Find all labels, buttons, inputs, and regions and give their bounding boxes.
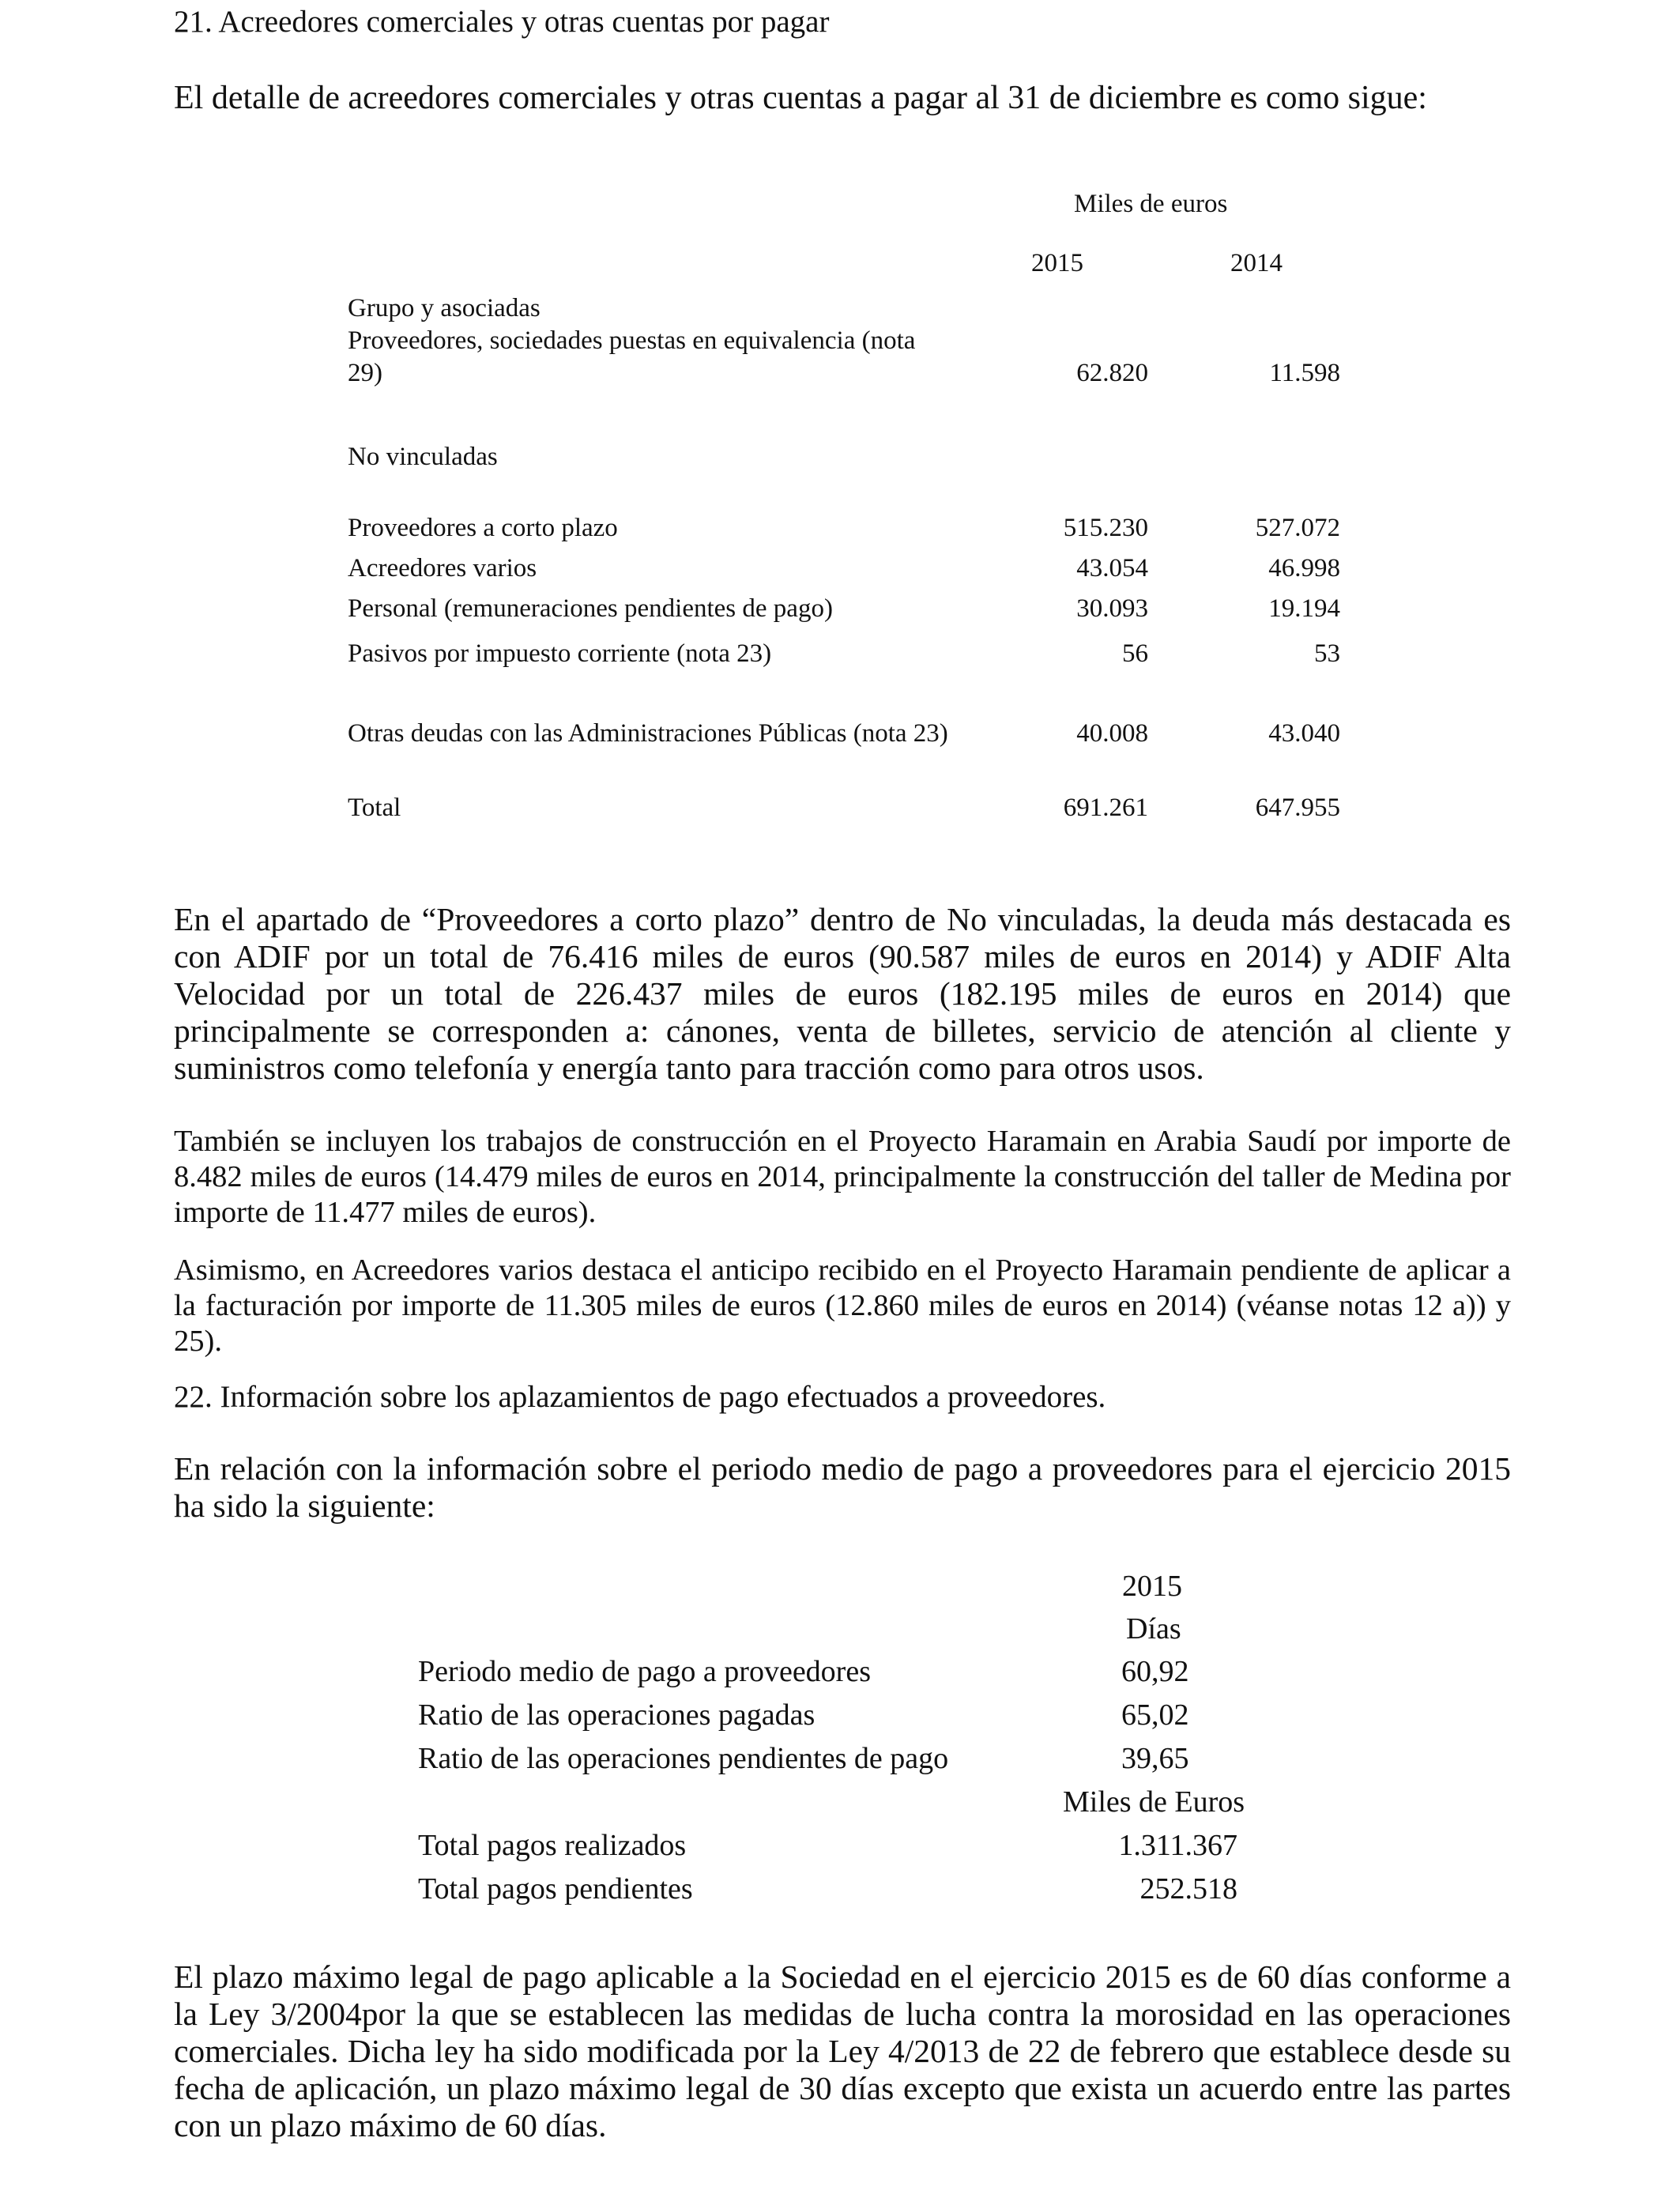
paragraph-haramain-construction: También se incluyen los trabajos de construcción en el Proyecto Haramain en Arabia Saudí por importe de 8.482 miles de euros (14.479 miles de euros en 2014, principalmente la construcción del taller de Medina por importe de 11.477 miles de euros). <box>174 1125 1511 1229</box>
table-row-label: Personal (remuneraciones pendientes de pago) <box>348 594 833 623</box>
table-row-label: Total pagos realizados <box>418 1829 687 1862</box>
table-row-2014: 527.072 <box>1255 514 1340 542</box>
section-22-intro: En relación con la información sobre el periodo medio de pago a proveedores para el ejercicio 2015 ha sido la siguiente: <box>174 1450 1511 1524</box>
table-row-2015: 515.230 <box>1063 514 1148 542</box>
table-row-value: 65,02 <box>1121 1698 1189 1732</box>
table-year-2014-header: 2014 <box>1230 249 1283 277</box>
table-row-2014: 46.998 <box>1268 554 1340 582</box>
table-days-header: Días <box>1126 1612 1181 1646</box>
table-row-2014: 53 <box>1314 639 1340 668</box>
table-row-value: 1.311.367 <box>1118 1829 1237 1862</box>
group-row-label-line2: 29) <box>348 359 382 387</box>
table-row-2014: 43.040 <box>1268 719 1340 748</box>
table-row-label: Ratio de las operaciones pagadas <box>418 1698 816 1732</box>
table-year-2015-header: 2015 <box>1031 249 1083 277</box>
closing-paragraph: El plazo máximo legal de pago aplicable a la Sociedad en el ejercicio 2015 es de 60 días conforme a la Ley 3/2004por la que se establecen las medidas de lucha contra la morosidad en las operaciones comerciales. Dicha ley ha sido modificada por la Ley 4/2013 de 22 de febrero que establece desde su fecha de aplicación, un plazo máximo legal de 30 días excepto que exista un acuerdo entre las partes con un plazo máximo de 60 días. <box>174 1958 1511 2143</box>
group-row-2014: 11.598 <box>1269 359 1340 387</box>
table-row-2015: 56 <box>1122 639 1148 668</box>
group-row-label-line1: Proveedores, sociedades puestas en equivalencia (nota <box>348 326 916 355</box>
paragraph-adif: En el apartado de “Proveedores a corto plazo” dentro de No vinculadas, la deuda más destacada es con ADIF por un total de 76.416 miles de euros (90.587 miles de euros en 2014) y ADIF Alta Velocidad por un total de 226.437 miles de euros (182.195 miles de euros en 2014) que principalmente se corresponden a: cánones, venta de billetes, servicio de atención al cliente y suministros como telefonía y energía tanto para tracción como para otros usos. <box>174 901 1511 1086</box>
table-row-2014: 19.194 <box>1268 594 1340 623</box>
paragraph-haramain-advance: Asimismo, en Acreedores varios destaca el anticipo recibido en el Proyecto Haramain pendiente de aplicar a la facturación por importe de 11.305 miles de euros (12.860 miles de euros en 2014) (véanse notas 12 a)) y 25). <box>174 1253 1511 1358</box>
section-21-intro: El detalle de acreedores comerciales y otras cuentas a pagar al 31 de diciembre es como sigue: <box>174 80 1427 116</box>
total-label: Total <box>348 794 401 822</box>
table-row-label: Ratio de las operaciones pendientes de pago <box>418 1742 949 1775</box>
section-21-heading: 21. Acreedores comerciales y otras cuentas por pagar <box>174 5 830 39</box>
section-22-heading: 22. Información sobre los aplazamientos de pago efectuados a proveedores. <box>174 1380 1106 1414</box>
group-row-2015: 62.820 <box>1076 359 1148 387</box>
table-row-2015: 43.054 <box>1076 554 1148 582</box>
total-2014: 647.955 <box>1255 794 1340 822</box>
table-row-label: Pasivos por impuesto corriente (nota 23) <box>348 639 772 668</box>
table-row-label: Proveedores a corto plazo <box>348 514 618 542</box>
table-row-label: Total pagos pendientes <box>418 1872 693 1906</box>
table-unit-header: Miles de euros <box>1074 190 1228 218</box>
table-row-2015: 30.093 <box>1076 594 1148 623</box>
table-row-label: Otras deudas con las Administraciones Públicas (nota 23) <box>348 719 948 748</box>
table-row-label: Acreedores varios <box>348 554 537 582</box>
group-label: Grupo y asociadas <box>348 294 541 322</box>
table-row-2015: 40.008 <box>1076 719 1148 748</box>
nonlinked-label: No vinculadas <box>348 443 498 471</box>
table-row-value: 39,65 <box>1121 1742 1189 1775</box>
table-euros-header: Miles de Euros <box>1063 1785 1245 1819</box>
table-year-header: 2015 <box>1122 1570 1182 1603</box>
table-row-value: 252.518 <box>1139 1872 1237 1906</box>
total-2015: 691.261 <box>1063 794 1148 822</box>
table-row-value: 60,92 <box>1121 1655 1189 1688</box>
table-row-label: Periodo medio de pago a proveedores <box>418 1655 871 1688</box>
